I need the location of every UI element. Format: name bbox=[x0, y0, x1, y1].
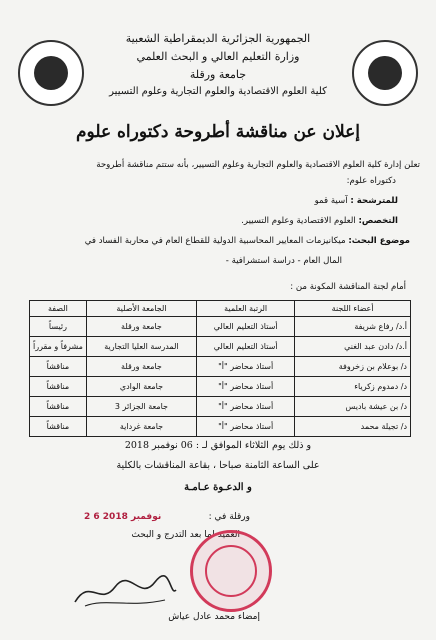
member-name: د/ بوعلام بن زخروفة bbox=[295, 357, 411, 377]
member-name: د/ دمدوم زكرياء bbox=[295, 377, 411, 397]
header-republic: الجمهورية الجزائرية الديمقراطية الشعبية bbox=[125, 32, 311, 45]
date-stamp: 2 6 نوفمبر 2018 bbox=[84, 512, 162, 522]
member-rank: أستاذ محاضر "أ" bbox=[197, 417, 295, 437]
member-university: جامعة الوادي bbox=[86, 377, 196, 397]
committee-intro: أمام لجنة المناقشة المكونة من : bbox=[290, 282, 406, 292]
member-rank: أستاذ التعليم العالي bbox=[197, 317, 295, 337]
table-row bbox=[30, 397, 411, 417]
intro-line-2: دكتوراه علوم: bbox=[346, 176, 396, 186]
candidate-label: للمترشحة : bbox=[350, 196, 398, 206]
dean-name: إمضاء محمد عادل عياش bbox=[168, 612, 260, 622]
subject-value-1: ميكانيزمات المعايير المحاسبية الدولية للقطاع العام في محاربة الفساد في bbox=[84, 236, 346, 246]
table-row bbox=[30, 337, 411, 357]
header-rank: الرتبة العلمية bbox=[197, 301, 295, 317]
member-name: د/ تجيلة محمد bbox=[295, 417, 411, 437]
page-title: إعلان عن مناقشة أطروحة دكتوراه علوم bbox=[76, 122, 360, 142]
member-name: د/ بن عيشة باديس bbox=[295, 397, 411, 417]
official-seal-icon bbox=[190, 530, 272, 612]
header-university: الجامعة الأصلية bbox=[86, 301, 196, 317]
member-role: مشرفاً و مقرراً bbox=[30, 337, 87, 357]
member-role: مناقشاً bbox=[30, 357, 87, 377]
member-role: مناقشاً bbox=[30, 417, 87, 437]
dean-title: العميد لما بعد التدرج و البحث bbox=[131, 530, 240, 540]
member-university: جامعة غرداية bbox=[86, 417, 196, 437]
signature-icon bbox=[70, 572, 180, 612]
candidate-value: آسية قمو bbox=[314, 196, 348, 206]
header-university: جامعة ورقلة bbox=[189, 68, 247, 81]
specialty-line bbox=[0, 216, 398, 226]
subject-value-2: المال العام - دراسة استشرافية - bbox=[225, 256, 342, 266]
committee-table bbox=[29, 300, 411, 437]
place-date-label: ورقلة في : bbox=[208, 512, 250, 522]
member-university: المدرسة العليا التجارية bbox=[86, 337, 196, 357]
candidate-line bbox=[0, 196, 398, 206]
table-row bbox=[30, 377, 411, 397]
intro-line-1: تعلن إدارة كلية العلوم الاقتصادية والعلوم التجارية وعلوم التسيير، بأنه ستتم مناقشة أطروحة bbox=[96, 160, 420, 170]
member-rank: أستاذ التعليم العالي bbox=[197, 337, 295, 357]
specialty-label: التخصص: bbox=[358, 216, 398, 226]
header-role: الصفة bbox=[30, 301, 87, 317]
member-rank: أستاذ محاضر "أ" bbox=[197, 397, 295, 417]
table-row bbox=[30, 357, 411, 377]
member-role: مناقشاً bbox=[30, 377, 87, 397]
invitation-line: و الدعـوة عـامـة bbox=[184, 482, 252, 493]
member-name: أ.د/ دادن عبد الغني bbox=[295, 337, 411, 357]
subject-label: موضوع البحث: bbox=[348, 236, 410, 246]
subject-line bbox=[6, 236, 410, 246]
member-rank: أستاذ محاضر "أ" bbox=[197, 357, 295, 377]
header-faculty: كلية العلوم الاقتصادية والعلوم التجارية وعلوم التسيير bbox=[109, 86, 327, 97]
table-row bbox=[30, 417, 411, 437]
member-university: جامعة الجزائر 3 bbox=[86, 397, 196, 417]
member-name: أ.د/ رفاع شريفة bbox=[295, 317, 411, 337]
header-ministry: وزارة التعليم العالي و البحث العلمي bbox=[136, 50, 300, 63]
table-row bbox=[30, 317, 411, 337]
header-members: أعضاء اللجنة bbox=[295, 301, 411, 317]
member-role: مناقشاً bbox=[30, 397, 87, 417]
member-role: رئيساً bbox=[30, 317, 87, 337]
table-header-row bbox=[30, 301, 411, 317]
member-university: جامعة ورقلة bbox=[86, 317, 196, 337]
date-line: و ذلك يوم الثلاثاء الموافق لـ : 06 نوفمبر 2018 bbox=[124, 440, 312, 451]
time-line: على الساعة الثامنة صباحا ، بقاعة المناقشات بالكلية bbox=[116, 460, 320, 471]
specialty-value: العلوم الاقتصادية وعلوم التسيير. bbox=[241, 216, 356, 226]
member-rank: أستاذ محاضر "أ" bbox=[197, 377, 295, 397]
member-university: جامعة ورقلة bbox=[86, 357, 196, 377]
